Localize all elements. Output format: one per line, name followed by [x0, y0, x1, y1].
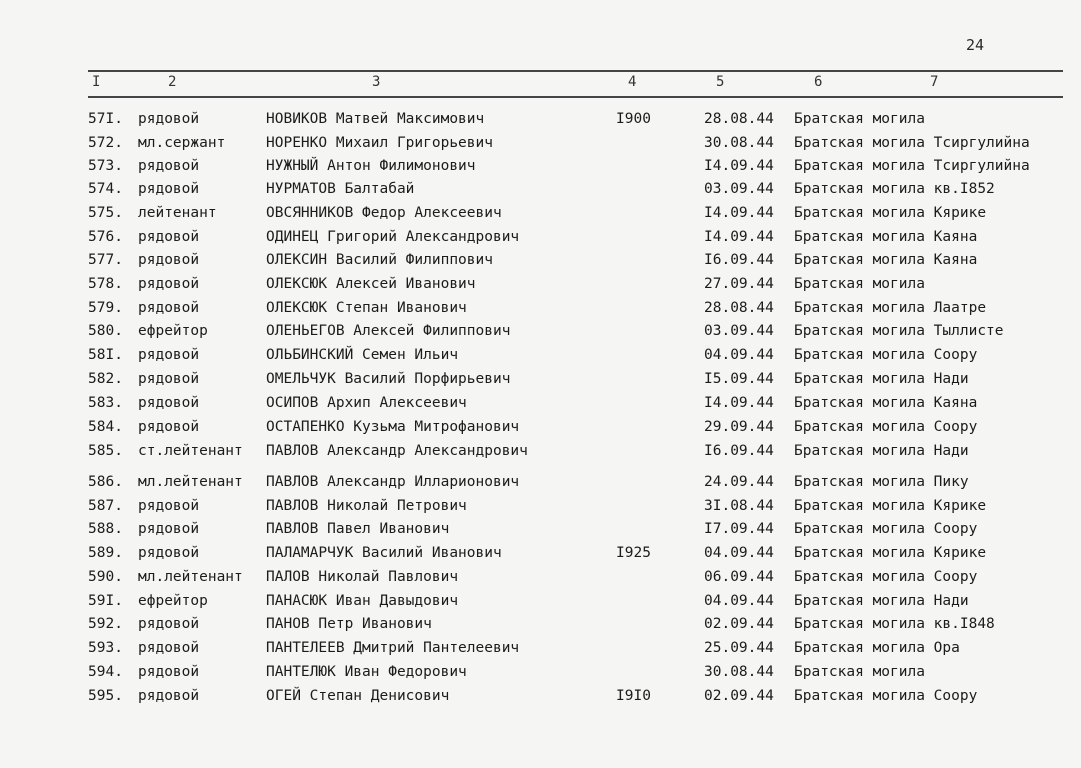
record-burial-place: Братская могила Соору	[794, 347, 978, 363]
record-number: 583.	[88, 395, 123, 411]
record-name: НОВИКОВ Матвей Максимович	[266, 111, 485, 127]
record-number: 577.	[88, 252, 123, 268]
record-number: 572.	[88, 135, 123, 151]
record-number: 58I.	[88, 347, 123, 363]
record-rank: рядовой	[138, 276, 200, 292]
table-row	[0, 518, 1081, 540]
record-number: 59I.	[88, 593, 123, 609]
table-row	[0, 685, 1081, 707]
record-death-date: 27.09.44	[704, 276, 774, 292]
record-death-date: I6.09.44	[704, 252, 774, 268]
record-death-date: I4.09.44	[704, 158, 774, 174]
table-row	[0, 495, 1081, 517]
record-name: ОСТАПЕНКО Кузьма Митрофанович	[266, 419, 520, 435]
record-rank: мл.лейтенант	[138, 474, 243, 490]
record-death-date: 06.09.44	[704, 569, 774, 585]
record-death-date: 03.09.44	[704, 323, 774, 339]
record-burial-place: Братская могила Ора	[794, 640, 960, 656]
record-burial-place: Братская могила Нади	[794, 593, 969, 609]
record-death-date: I4.09.44	[704, 395, 774, 411]
record-rank: мл.лейтенант	[138, 569, 243, 585]
record-number: 593.	[88, 640, 123, 656]
table-row	[0, 297, 1081, 319]
record-name: ОЛЬБИНСКИЙ Семен Ильич	[266, 347, 459, 363]
record-burial-place: Братская могила Каяна	[794, 229, 978, 245]
record-number: 584.	[88, 419, 123, 435]
table-row	[0, 471, 1081, 493]
record-death-date: 04.09.44	[704, 545, 774, 561]
table-row	[0, 613, 1081, 635]
table-row	[0, 320, 1081, 342]
record-name: ПАВЛОВ Александр Александрович	[266, 443, 528, 459]
record-rank: рядовой	[138, 498, 200, 514]
page-number: 24	[966, 36, 985, 54]
record-name: ОДИНЕЦ Григорий Александрович	[266, 229, 520, 245]
record-birth-year: I925	[616, 545, 651, 561]
record-number: 578.	[88, 276, 123, 292]
record-number: 574.	[88, 181, 123, 197]
record-name: ПАЛАМАРЧУК Василий Иванович	[266, 545, 502, 561]
record-rank: рядовой	[138, 395, 200, 411]
record-rank: ефрейтор	[138, 593, 208, 609]
column-header-1: I	[92, 74, 101, 90]
record-death-date: I4.09.44	[704, 205, 774, 221]
record-number: 586.	[88, 474, 123, 490]
record-death-date: I6.09.44	[704, 443, 774, 459]
record-rank: рядовой	[138, 371, 200, 387]
record-number: 589.	[88, 545, 123, 561]
record-burial-place: Братская могила Каяна	[794, 252, 978, 268]
record-name: ПАВЛОВ Александр Илларионович	[266, 474, 520, 490]
record-name: ПАНТЕЛЮК Иван Федорович	[266, 664, 467, 680]
record-name: ПАНАСЮК Иван Давыдович	[266, 593, 459, 609]
record-burial-place: Братская могила Пику	[794, 474, 969, 490]
record-burial-place: Братская могила Тсиргулийна	[794, 135, 1030, 151]
record-name: ОЛЕКСЮК Степан Иванович	[266, 300, 467, 316]
record-death-date: 24.09.44	[704, 474, 774, 490]
record-birth-year: I900	[616, 111, 651, 127]
table-row	[0, 178, 1081, 200]
record-death-date: 30.08.44	[704, 664, 774, 680]
record-rank: рядовой	[138, 158, 200, 174]
record-rank: рядовой	[138, 181, 200, 197]
record-number: 576.	[88, 229, 123, 245]
record-death-date: I5.09.44	[704, 371, 774, 387]
record-number: 573.	[88, 158, 123, 174]
record-death-date: I7.09.44	[704, 521, 774, 537]
record-name: ОЛЕКСИН Василий Филиппович	[266, 252, 493, 268]
table-row	[0, 202, 1081, 224]
record-number: 57I.	[88, 111, 123, 127]
table-row	[0, 108, 1081, 130]
record-burial-place: Братская могила Лаатре	[794, 300, 987, 316]
record-burial-place: Братская могила Тсиргулийна	[794, 158, 1030, 174]
record-death-date: 03.09.44	[704, 181, 774, 197]
column-header-6: 6	[814, 74, 823, 90]
table-row	[0, 344, 1081, 366]
table-row	[0, 368, 1081, 390]
column-header-7: 7	[930, 74, 939, 90]
record-name: НУЖНЫЙ Антон Филимонович	[266, 158, 476, 174]
record-death-date: 28.08.44	[704, 300, 774, 316]
record-name: ОЛЕКСЮК Алексей Иванович	[266, 276, 476, 292]
record-name: ПАЛОВ Николай Павлович	[266, 569, 459, 585]
record-burial-place: Братская могила Соору	[794, 569, 978, 585]
column-header-4: 4	[628, 74, 637, 90]
record-rank: рядовой	[138, 545, 200, 561]
record-number: 594.	[88, 664, 123, 680]
table-row	[0, 542, 1081, 564]
table-row	[0, 392, 1081, 414]
record-number: 592.	[88, 616, 123, 632]
table-row	[0, 637, 1081, 659]
record-rank: рядовой	[138, 664, 200, 680]
record-death-date: 25.09.44	[704, 640, 774, 656]
record-burial-place: Братская могила Нади	[794, 443, 969, 459]
record-rank: мл.сержант	[138, 135, 226, 151]
column-header-2: 2	[168, 74, 177, 90]
record-number: 579.	[88, 300, 123, 316]
record-name: ОГЕЙ Степан Денисович	[266, 688, 450, 704]
record-rank: рядовой	[138, 616, 200, 632]
record-burial-place: Братская могила кв.I848	[794, 616, 995, 632]
table-row	[0, 132, 1081, 154]
table-row	[0, 226, 1081, 248]
record-name: ОВСЯННИКОВ Федор Алексеевич	[266, 205, 502, 221]
record-burial-place: Братская могила	[794, 111, 925, 127]
record-name: ПАВЛОВ Павел Иванович	[266, 521, 450, 537]
record-number: 588.	[88, 521, 123, 537]
record-name: ПАНТЕЛЕЕВ Дмитрий Пантелеевич	[266, 640, 520, 656]
table-row	[0, 440, 1081, 462]
record-burial-place: Братская могила Кярике	[794, 498, 987, 514]
record-burial-place: Братская могила Каяна	[794, 395, 978, 411]
record-death-date: I4.09.44	[704, 229, 774, 245]
record-rank: рядовой	[138, 229, 200, 245]
table-row	[0, 661, 1081, 683]
record-birth-year: I9I0	[616, 688, 651, 704]
record-rank: рядовой	[138, 111, 200, 127]
column-header-3: 3	[372, 74, 381, 90]
table-row	[0, 249, 1081, 271]
record-rank: рядовой	[138, 252, 200, 268]
record-burial-place: Братская могила	[794, 664, 925, 680]
record-name: НУРМАТОВ Балтабай	[266, 181, 415, 197]
record-death-date: 02.09.44	[704, 616, 774, 632]
record-burial-place: Братская могила	[794, 276, 925, 292]
record-rank: рядовой	[138, 300, 200, 316]
record-number: 590.	[88, 569, 123, 585]
record-number: 575.	[88, 205, 123, 221]
record-burial-place: Братская могила Кярике	[794, 205, 987, 221]
record-rank: рядовой	[138, 419, 200, 435]
record-number: 585.	[88, 443, 123, 459]
record-number: 587.	[88, 498, 123, 514]
record-burial-place: Братская могила Нади	[794, 371, 969, 387]
record-burial-place: Братская могила кв.I852	[794, 181, 995, 197]
record-burial-place: Братская могила Соору	[794, 521, 978, 537]
record-rank: рядовой	[138, 347, 200, 363]
table-row	[0, 273, 1081, 295]
record-burial-place: Братская могила Кярике	[794, 545, 987, 561]
record-death-date: 04.09.44	[704, 593, 774, 609]
record-rank: ст.лейтенант	[138, 443, 243, 459]
record-death-date: 04.09.44	[704, 347, 774, 363]
record-name: ПАВЛОВ Николай Петрович	[266, 498, 467, 514]
record-number: 595.	[88, 688, 123, 704]
record-death-date: 28.08.44	[704, 111, 774, 127]
table-row	[0, 566, 1081, 588]
record-death-date: 30.08.44	[704, 135, 774, 151]
record-burial-place: Братская могила Соору	[794, 688, 978, 704]
record-rank: рядовой	[138, 688, 200, 704]
record-name: ОСИПОВ Архип Алексеевич	[266, 395, 467, 411]
record-rank: рядовой	[138, 521, 200, 537]
record-rank: лейтенант	[138, 205, 217, 221]
record-death-date: 02.09.44	[704, 688, 774, 704]
record-name: ОМЕЛЬЧУК Василий Порфирьевич	[266, 371, 511, 387]
record-number: 582.	[88, 371, 123, 387]
record-number: 580.	[88, 323, 123, 339]
record-death-date: 29.09.44	[704, 419, 774, 435]
table-row	[0, 416, 1081, 438]
record-burial-place: Братская могила Тыллисте	[794, 323, 1004, 339]
table-row	[0, 155, 1081, 177]
record-rank: ефрейтор	[138, 323, 208, 339]
record-rank: рядовой	[138, 640, 200, 656]
record-death-date: 3I.08.44	[704, 498, 774, 514]
record-name: НОРЕНКО Михаил Григорьевич	[266, 135, 493, 151]
table-row	[0, 590, 1081, 612]
record-burial-place: Братская могила Соору	[794, 419, 978, 435]
record-name: ОЛЕНЬЕГОВ Алексей Филиппович	[266, 323, 511, 339]
column-header-5: 5	[716, 74, 725, 90]
record-name: ПАНОВ Петр Иванович	[266, 616, 432, 632]
